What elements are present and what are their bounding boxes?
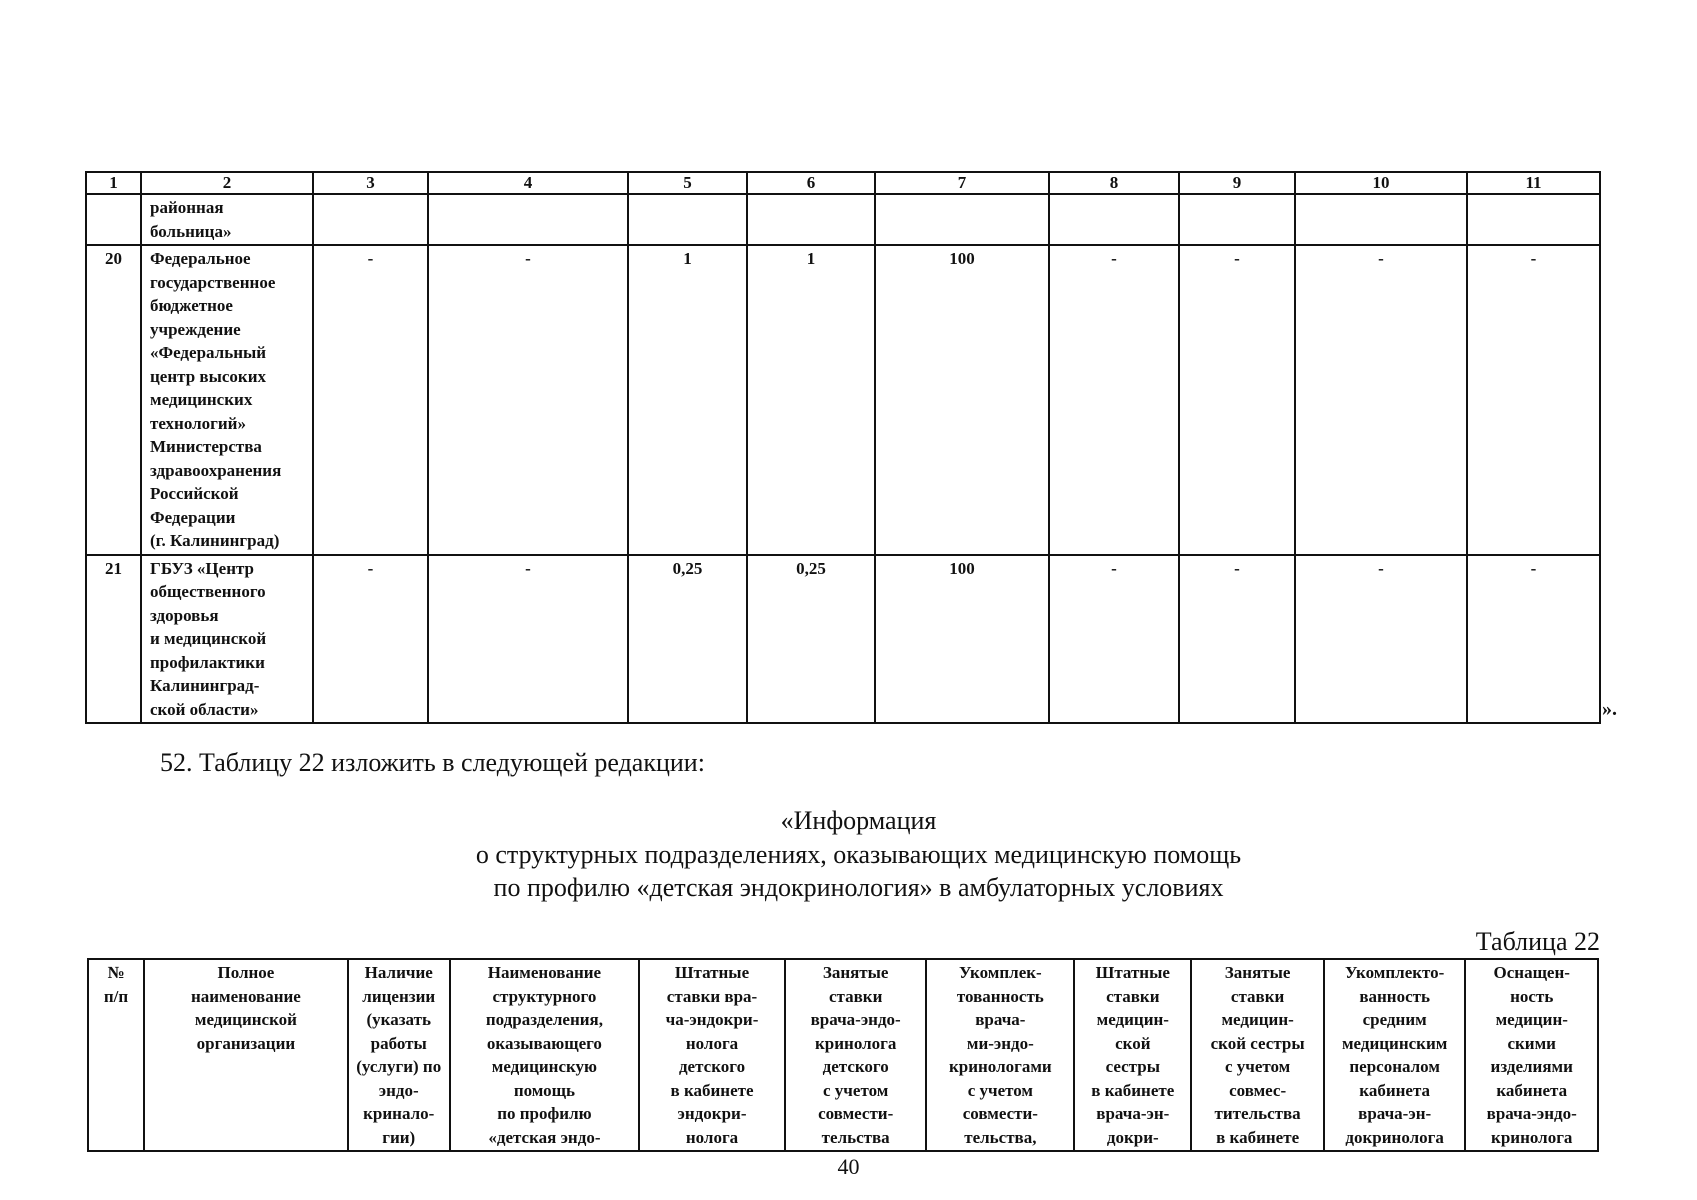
organization-name-line: учреждение (150, 319, 241, 339)
column-header-line: ча-эндокри- (665, 1010, 759, 1029)
column-header-line: кринало- (363, 1104, 435, 1123)
column-header-line: детского (678, 1057, 746, 1076)
organization-name-line: Калининград- (150, 676, 260, 695)
closing-quote: ». (1602, 698, 1617, 720)
column-header-line: эндо- (378, 1080, 419, 1100)
organization-name-line: медицинских (150, 390, 253, 409)
column-header (144, 959, 348, 1151)
column-number: 2 (141, 172, 313, 194)
table-heading-line-1: «Информация (780, 806, 937, 835)
column-header-line: лицензии (362, 986, 436, 1006)
column-header-line: оказывающего (486, 1033, 602, 1053)
column-header-line: врача-эн- (1096, 1104, 1170, 1123)
column-header-line: Укомплек- (958, 963, 1042, 982)
table-cell (1049, 194, 1179, 245)
column-header-line: № (107, 963, 125, 982)
column-header-line: врача-эндо- (810, 1010, 901, 1029)
organization-name-line: Министерства (150, 437, 262, 456)
organization-name-line: профилактики (150, 652, 265, 672)
table-cell (1295, 194, 1467, 245)
column-header-line: Полное (217, 963, 275, 982)
column-header-line: в кабинете (670, 1080, 754, 1100)
column-header-line: скими (1507, 1033, 1556, 1053)
column-header-line: (услуги) по (356, 1057, 442, 1076)
column-header-line: в кабинете (1216, 1127, 1300, 1147)
table-cell: 1 (747, 245, 875, 555)
table-cell (747, 194, 875, 245)
column-number: 6 (747, 172, 875, 194)
column-header-line: ставки вра- (666, 986, 758, 1006)
column-header (450, 959, 640, 1151)
column-header-line: докринолога (1345, 1127, 1444, 1147)
table-cell: - (428, 555, 628, 724)
table-22-label: Таблица 22 (1475, 927, 1600, 956)
column-header-line: п/п (103, 986, 129, 1006)
column-header-line: с учетом (823, 1080, 889, 1100)
organization-name-line: (г. Калининград) (150, 531, 280, 550)
column-header-line: кринолога (814, 1033, 897, 1053)
table-cell (1467, 194, 1600, 245)
table-row (86, 194, 1600, 245)
table-cell: - (1467, 245, 1600, 555)
organization-name-line: Российской (150, 484, 239, 503)
column-number: 11 (1467, 172, 1600, 194)
column-header-line: Наличие (364, 963, 433, 982)
row-number-cell (86, 194, 141, 245)
column-header-line: наименование (190, 986, 301, 1006)
organization-name-line: «Федеральный (150, 343, 267, 362)
column-header-line: в кабинете (1091, 1080, 1175, 1100)
table-row (86, 245, 1600, 555)
column-header-line: кринолога (1491, 1127, 1573, 1147)
table-cell: - (1295, 245, 1467, 555)
column-header-line: ность (1510, 986, 1554, 1006)
table-cell: - (313, 245, 428, 555)
table-cell: - (1049, 555, 1179, 724)
column-header-line: врача-эн- (1358, 1104, 1432, 1123)
table-22 (87, 958, 1599, 1152)
organization-name-line: больница» (150, 221, 232, 241)
organization-name-line: ГБУЗ «Центр (150, 558, 255, 578)
column-header-line: кабинета (1496, 1080, 1568, 1100)
table-heading-line-3: по профилю «детская эндокринология» в амбулаторных условиях (493, 873, 1224, 902)
column-header-line: медицин- (1096, 1010, 1169, 1029)
column-number: 4 (428, 172, 628, 194)
row-number: 21 (86, 555, 141, 724)
column-header-line: медицин- (1221, 1010, 1294, 1029)
column-header-line: ставки (828, 986, 883, 1006)
table-22-header-row (88, 959, 1598, 1151)
table-cell: 100 (875, 555, 1049, 724)
column-header-line: совмести- (962, 1104, 1038, 1123)
organization-name-line: ской области» (150, 699, 259, 719)
column-number: 8 (1049, 172, 1179, 194)
page-number: 40 (837, 1154, 860, 1179)
table-row (86, 555, 1600, 724)
column-header-line: совмести- (818, 1104, 894, 1123)
column-header-line: тованность (956, 986, 1044, 1006)
column-header-line: кринологами (948, 1057, 1052, 1076)
column-header (639, 959, 785, 1151)
column-header-line: организации (196, 1033, 296, 1053)
organization-name-line: районная (150, 198, 224, 217)
column-header-line: персоналом (1349, 1057, 1440, 1076)
column-header (785, 959, 927, 1151)
column-number: 1 (86, 172, 141, 194)
table-cell: - (1049, 245, 1179, 555)
column-number: 5 (628, 172, 747, 194)
organization-name-line: Федерации (150, 507, 236, 527)
column-header-line: медицинскую (491, 1057, 598, 1076)
column-header-line: нолога (685, 1127, 739, 1147)
amendment-item-52: 52. Таблицу 22 изложить в следующей редакции: (160, 748, 705, 777)
column-header-line: ской сестры (1210, 1033, 1305, 1053)
organization-name-line: технологий» (150, 413, 246, 433)
column-header-line: (указать (366, 1010, 431, 1029)
organization-name (141, 194, 313, 245)
column-header-line: ставки (1106, 986, 1160, 1006)
table-cell (1179, 194, 1295, 245)
column-header-line: «детская эндо- (488, 1127, 601, 1147)
column-header-line: с учетом (1224, 1057, 1291, 1076)
column-number: 7 (875, 172, 1049, 194)
column-header-line: ставки (1230, 986, 1285, 1006)
table-cell (875, 194, 1049, 245)
column-header-line: сестры (1105, 1057, 1160, 1076)
organization-name-line: здравоохранения (150, 460, 282, 480)
column-header (1465, 959, 1598, 1151)
row-number: 20 (86, 245, 141, 555)
column-header-line: ской (1115, 1033, 1151, 1053)
continuation-table-body (86, 172, 1600, 723)
column-header-line: медицинской (194, 1010, 297, 1029)
column-header-line: Оснащен- (1493, 963, 1570, 982)
column-header (88, 959, 144, 1151)
table-cell (313, 194, 428, 245)
column-header-line: по профилю (497, 1104, 592, 1123)
table-cell: - (313, 555, 428, 724)
column-header-line: Занятые (822, 963, 889, 982)
column-header (1074, 959, 1191, 1151)
column-header-line: детского (822, 1057, 889, 1076)
column-header-line: совмес- (1229, 1080, 1287, 1100)
continuation-table (85, 171, 1601, 724)
column-header-line: изделиями (1490, 1057, 1573, 1076)
column-header-line: врача- (975, 1010, 1026, 1029)
column-header-line: медицин- (1495, 1010, 1568, 1029)
table-cell: - (1295, 555, 1467, 724)
table-cell: 0,25 (628, 555, 747, 724)
column-header-line: тельства (821, 1127, 890, 1147)
column-header-line: структурного (492, 986, 597, 1006)
organization-name-line: здоровья (150, 605, 219, 625)
column-number: 3 (313, 172, 428, 194)
column-header-line: гии) (382, 1127, 416, 1147)
column-header (926, 959, 1074, 1151)
table-cell: - (1467, 555, 1600, 724)
organization-name-line: центр высоких (150, 366, 266, 386)
column-header-line: работы (370, 1033, 427, 1053)
column-header-line: подразделения, (485, 1010, 603, 1029)
column-header-line: Наименование (487, 963, 602, 982)
organization-name-line: общественного (150, 582, 266, 601)
table-cell (628, 194, 747, 245)
column-header-line: ми-эндо- (966, 1033, 1034, 1053)
column-header-line: Занятые (1224, 963, 1291, 982)
column-header-line: Штатные (1095, 963, 1170, 982)
organization-name-line: бюджетное (150, 296, 233, 315)
column-header (1191, 959, 1323, 1151)
column-header-line: нолога (685, 1033, 739, 1053)
column-header (1324, 959, 1466, 1151)
column-number-row (86, 172, 1600, 194)
organization-name-line: Федеральное (150, 249, 251, 268)
column-number: 10 (1295, 172, 1467, 194)
column-header-line: врача-эндо- (1486, 1104, 1577, 1123)
column-header-line: Укомплекто- (1344, 963, 1445, 982)
column-number: 9 (1179, 172, 1295, 194)
organization-name-line: государственное (150, 272, 276, 292)
column-header-line: Штатные (674, 963, 750, 982)
table-cell: - (1179, 245, 1295, 555)
table-cell: 100 (875, 245, 1049, 555)
column-header-line: помощь (513, 1080, 575, 1100)
organization-name (141, 245, 313, 555)
organization-name (141, 555, 313, 724)
column-header-line: эндокри- (677, 1104, 747, 1123)
table-cell (428, 194, 628, 245)
column-header-line: тительства (1214, 1104, 1301, 1123)
column-header (348, 959, 450, 1151)
column-header-line: тельства, (964, 1127, 1037, 1147)
column-header-line: средним (1362, 1010, 1427, 1029)
column-header-line: докри- (1106, 1127, 1159, 1147)
table-cell: 1 (628, 245, 747, 555)
table-heading-line-2: о структурных подразделениях, оказывающих медицинскую помощь (475, 840, 1242, 869)
column-header-line: с учетом (967, 1080, 1033, 1100)
table-cell: - (428, 245, 628, 555)
column-header-line: кабинета (1359, 1080, 1431, 1100)
table-cell: 0,25 (747, 555, 875, 724)
organization-name-line: и медицинской (150, 629, 267, 648)
column-header-line: медицинским (1341, 1033, 1448, 1053)
table-cell: - (1179, 555, 1295, 724)
column-header-line: ванность (1359, 986, 1430, 1006)
